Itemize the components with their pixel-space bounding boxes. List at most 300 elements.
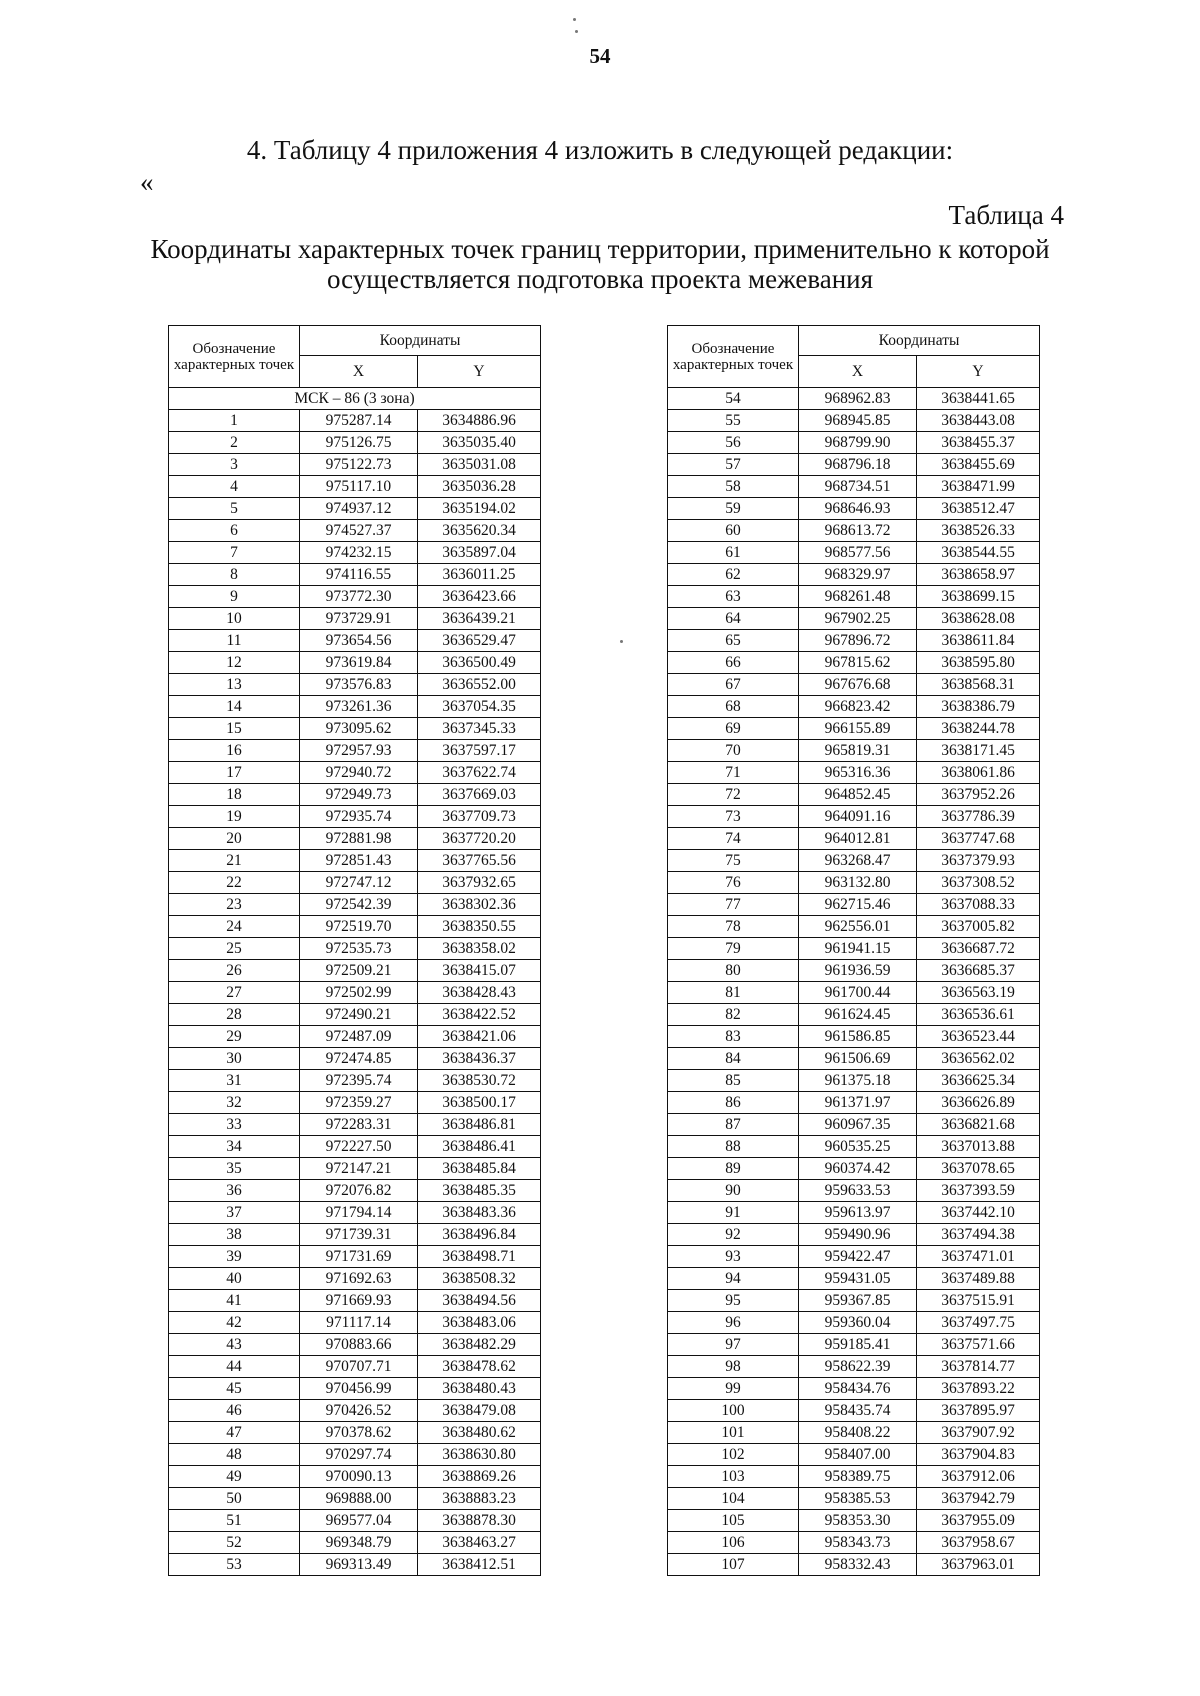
point-number-cell: 61 bbox=[668, 542, 799, 564]
table-row bbox=[668, 806, 1040, 828]
table-row bbox=[668, 740, 1040, 762]
y-coordinate-cell: 3638878.30 bbox=[418, 1510, 541, 1532]
y-coordinate-cell: 3638494.56 bbox=[418, 1290, 541, 1312]
y-coordinate-cell: 3638486.81 bbox=[418, 1114, 541, 1136]
point-number-cell: 44 bbox=[169, 1356, 300, 1378]
y-coordinate-cell: 3638482.29 bbox=[418, 1334, 541, 1356]
x-coordinate-cell: 972535.73 bbox=[300, 938, 418, 960]
table-row bbox=[169, 784, 541, 806]
x-coordinate-cell: 970090.13 bbox=[300, 1466, 418, 1488]
x-coordinate-cell: 960967.35 bbox=[799, 1114, 917, 1136]
x-coordinate-cell: 958385.53 bbox=[799, 1488, 917, 1510]
point-number-cell: 32 bbox=[169, 1092, 300, 1114]
point-number-cell: 15 bbox=[169, 718, 300, 740]
table-row bbox=[169, 806, 541, 828]
x-coordinate-cell: 972519.70 bbox=[300, 916, 418, 938]
y-coordinate-cell: 3637379.93 bbox=[917, 850, 1040, 872]
table-row bbox=[668, 564, 1040, 586]
y-coordinate-cell: 3638483.36 bbox=[418, 1202, 541, 1224]
y-coordinate-cell: 3637497.75 bbox=[917, 1312, 1040, 1334]
point-number-cell: 88 bbox=[668, 1136, 799, 1158]
x-coordinate-cell: 962715.46 bbox=[799, 894, 917, 916]
point-number-cell: 69 bbox=[668, 718, 799, 740]
y-coordinate-cell: 3637442.10 bbox=[917, 1202, 1040, 1224]
point-number-cell: 104 bbox=[668, 1488, 799, 1510]
table-row bbox=[169, 476, 541, 498]
table-row bbox=[169, 1048, 541, 1070]
point-number-cell: 78 bbox=[668, 916, 799, 938]
x-coordinate-cell: 972881.98 bbox=[300, 828, 418, 850]
point-number-cell: 25 bbox=[169, 938, 300, 960]
point-number-cell: 87 bbox=[668, 1114, 799, 1136]
x-coordinate-cell: 961700.44 bbox=[799, 982, 917, 1004]
table-row bbox=[668, 520, 1040, 542]
point-number-cell: 16 bbox=[169, 740, 300, 762]
point-number-cell: 33 bbox=[169, 1114, 300, 1136]
y-coordinate-cell: 3637471.01 bbox=[917, 1246, 1040, 1268]
point-number-cell: 68 bbox=[668, 696, 799, 718]
y-coordinate-cell: 3638883.23 bbox=[418, 1488, 541, 1510]
point-number-cell: 23 bbox=[169, 894, 300, 916]
table-row bbox=[668, 1224, 1040, 1246]
table-row bbox=[169, 608, 541, 630]
table-row bbox=[668, 432, 1040, 454]
y-coordinate-cell: 3636552.00 bbox=[418, 674, 541, 696]
x-coordinate-cell: 961936.59 bbox=[799, 960, 917, 982]
point-number-cell: 42 bbox=[169, 1312, 300, 1334]
y-coordinate-cell: 3637904.83 bbox=[917, 1444, 1040, 1466]
y-coordinate-cell: 3638628.08 bbox=[917, 608, 1040, 630]
y-coordinate-cell: 3637907.92 bbox=[917, 1422, 1040, 1444]
table-row bbox=[169, 652, 541, 674]
y-coordinate-cell: 3637747.68 bbox=[917, 828, 1040, 850]
y-coordinate-cell: 3635035.40 bbox=[418, 432, 541, 454]
x-header: X bbox=[799, 356, 917, 388]
table-row bbox=[668, 542, 1040, 564]
table-row bbox=[169, 1070, 541, 1092]
table-row bbox=[668, 652, 1040, 674]
point-number-cell: 20 bbox=[169, 828, 300, 850]
x-coordinate-cell: 972359.27 bbox=[300, 1092, 418, 1114]
point-number-cell: 67 bbox=[668, 674, 799, 696]
point-number-cell: 82 bbox=[668, 1004, 799, 1026]
x-coordinate-cell: 972935.74 bbox=[300, 806, 418, 828]
table-row bbox=[169, 850, 541, 872]
y-coordinate-cell: 3638479.08 bbox=[418, 1400, 541, 1422]
table-row bbox=[668, 1312, 1040, 1334]
x-coordinate-cell: 958435.74 bbox=[799, 1400, 917, 1422]
x-coordinate-cell: 968577.56 bbox=[799, 542, 917, 564]
y-coordinate-cell: 3634886.96 bbox=[418, 410, 541, 432]
x-coordinate-cell: 965316.36 bbox=[799, 762, 917, 784]
table-row bbox=[668, 388, 1040, 410]
table-row bbox=[169, 410, 541, 432]
y-coordinate-cell: 3636423.66 bbox=[418, 586, 541, 608]
table-row bbox=[169, 740, 541, 762]
x-coordinate-cell: 970297.74 bbox=[300, 1444, 418, 1466]
point-number-cell: 106 bbox=[668, 1532, 799, 1554]
point-number-cell: 29 bbox=[169, 1026, 300, 1048]
point-number-cell: 79 bbox=[668, 938, 799, 960]
x-header: X bbox=[300, 356, 418, 388]
x-coordinate-cell: 969348.79 bbox=[300, 1532, 418, 1554]
y-coordinate-cell: 3638436.37 bbox=[418, 1048, 541, 1070]
x-coordinate-cell: 967896.72 bbox=[799, 630, 917, 652]
x-coordinate-cell: 971794.14 bbox=[300, 1202, 418, 1224]
y-coordinate-cell: 3637078.65 bbox=[917, 1158, 1040, 1180]
point-number-cell: 81 bbox=[668, 982, 799, 1004]
y-coordinate-cell: 3637955.09 bbox=[917, 1510, 1040, 1532]
point-number-cell: 92 bbox=[668, 1224, 799, 1246]
table-row bbox=[169, 1158, 541, 1180]
x-coordinate-cell: 959185.41 bbox=[799, 1334, 917, 1356]
x-coordinate-cell: 974527.37 bbox=[300, 520, 418, 542]
point-number-cell: 36 bbox=[169, 1180, 300, 1202]
y-coordinate-cell: 3638496.84 bbox=[418, 1224, 541, 1246]
point-number-cell: 8 bbox=[169, 564, 300, 586]
x-coordinate-cell: 967676.68 bbox=[799, 674, 917, 696]
point-number-cell: 63 bbox=[668, 586, 799, 608]
table-row bbox=[169, 1510, 541, 1532]
y-coordinate-cell: 3637597.17 bbox=[418, 740, 541, 762]
point-number-cell: 83 bbox=[668, 1026, 799, 1048]
point-number-cell: 50 bbox=[169, 1488, 300, 1510]
point-number-cell: 35 bbox=[169, 1158, 300, 1180]
y-coordinate-cell: 3637932.65 bbox=[418, 872, 541, 894]
x-coordinate-cell: 959490.96 bbox=[799, 1224, 917, 1246]
y-coordinate-cell: 3638658.97 bbox=[917, 564, 1040, 586]
coordinates-header: Координаты bbox=[300, 326, 541, 356]
coordinates-header: Координаты bbox=[799, 326, 1040, 356]
x-coordinate-cell: 961941.15 bbox=[799, 938, 917, 960]
x-coordinate-cell: 968962.83 bbox=[799, 388, 917, 410]
x-coordinate-cell: 975126.75 bbox=[300, 432, 418, 454]
y-coordinate-cell: 3638358.02 bbox=[418, 938, 541, 960]
table-row bbox=[668, 1202, 1040, 1224]
table-row bbox=[668, 454, 1040, 476]
point-number-cell: 70 bbox=[668, 740, 799, 762]
table-row bbox=[169, 1202, 541, 1224]
table-row bbox=[668, 850, 1040, 872]
x-coordinate-cell: 960535.25 bbox=[799, 1136, 917, 1158]
designation-header: Обозначение характерных точек bbox=[169, 326, 300, 388]
x-coordinate-cell: 958353.30 bbox=[799, 1510, 917, 1532]
y-coordinate-cell: 3637720.20 bbox=[418, 828, 541, 850]
y-coordinate-cell: 3635194.02 bbox=[418, 498, 541, 520]
y-coordinate-cell: 3638455.37 bbox=[917, 432, 1040, 454]
point-number-cell: 38 bbox=[169, 1224, 300, 1246]
table-row bbox=[668, 1378, 1040, 1400]
x-coordinate-cell: 971692.63 bbox=[300, 1268, 418, 1290]
y-coordinate-cell: 3637054.35 bbox=[418, 696, 541, 718]
y-coordinate-cell: 3638480.62 bbox=[418, 1422, 541, 1444]
table-row bbox=[169, 1532, 541, 1554]
point-number-cell: 37 bbox=[169, 1202, 300, 1224]
table-row bbox=[169, 1180, 541, 1202]
table-row bbox=[169, 1004, 541, 1026]
table-row bbox=[169, 1092, 541, 1114]
table-row bbox=[169, 1378, 541, 1400]
right-table-body bbox=[668, 388, 1040, 1576]
y-coordinate-cell: 3638244.78 bbox=[917, 718, 1040, 740]
y-coordinate-cell: 3636685.37 bbox=[917, 960, 1040, 982]
table-row bbox=[169, 1466, 541, 1488]
table-row bbox=[668, 674, 1040, 696]
x-coordinate-cell: 958407.00 bbox=[799, 1444, 917, 1466]
point-number-cell: 12 bbox=[169, 652, 300, 674]
table-row bbox=[668, 1048, 1040, 1070]
point-number-cell: 103 bbox=[668, 1466, 799, 1488]
point-number-cell: 90 bbox=[668, 1180, 799, 1202]
table-row bbox=[169, 498, 541, 520]
table-row bbox=[169, 454, 541, 476]
y-coordinate-cell: 3638428.43 bbox=[418, 982, 541, 1004]
y-coordinate-cell: 3638302.36 bbox=[418, 894, 541, 916]
y-coordinate-cell: 3638480.43 bbox=[418, 1378, 541, 1400]
table-row bbox=[668, 872, 1040, 894]
x-coordinate-cell: 972851.43 bbox=[300, 850, 418, 872]
x-coordinate-cell: 967902.25 bbox=[799, 608, 917, 630]
point-number-cell: 64 bbox=[668, 608, 799, 630]
point-number-cell: 7 bbox=[169, 542, 300, 564]
table-row bbox=[169, 1444, 541, 1466]
x-coordinate-cell: 970707.71 bbox=[300, 1356, 418, 1378]
table-row bbox=[668, 1488, 1040, 1510]
x-coordinate-cell: 959367.85 bbox=[799, 1290, 917, 1312]
table-row bbox=[169, 674, 541, 696]
table-row bbox=[668, 1114, 1040, 1136]
y-coordinate-cell: 3638483.06 bbox=[418, 1312, 541, 1334]
y-coordinate-cell: 3637489.88 bbox=[917, 1268, 1040, 1290]
table-row bbox=[169, 1334, 541, 1356]
table-row bbox=[668, 916, 1040, 938]
point-number-cell: 59 bbox=[668, 498, 799, 520]
table-row bbox=[169, 1246, 541, 1268]
point-number-cell: 5 bbox=[169, 498, 300, 520]
x-coordinate-cell: 972474.85 bbox=[300, 1048, 418, 1070]
point-number-cell: 28 bbox=[169, 1004, 300, 1026]
y-coordinate-cell: 3638463.27 bbox=[418, 1532, 541, 1554]
point-number-cell: 65 bbox=[668, 630, 799, 652]
table-row bbox=[668, 784, 1040, 806]
point-number-cell: 58 bbox=[668, 476, 799, 498]
y-coordinate-cell: 3638455.69 bbox=[917, 454, 1040, 476]
x-coordinate-cell: 968734.51 bbox=[799, 476, 917, 498]
table-row bbox=[668, 982, 1040, 1004]
point-number-cell: 53 bbox=[169, 1554, 300, 1576]
point-number-cell: 66 bbox=[668, 652, 799, 674]
point-number-cell: 89 bbox=[668, 1158, 799, 1180]
point-number-cell: 47 bbox=[169, 1422, 300, 1444]
x-coordinate-cell: 975122.73 bbox=[300, 454, 418, 476]
table-row bbox=[169, 1136, 541, 1158]
x-coordinate-cell: 963132.80 bbox=[799, 872, 917, 894]
y-coordinate-cell: 3637963.01 bbox=[917, 1554, 1040, 1576]
y-coordinate-cell: 3638061.86 bbox=[917, 762, 1040, 784]
table-row bbox=[668, 1092, 1040, 1114]
point-number-cell: 51 bbox=[169, 1510, 300, 1532]
y-coordinate-cell: 3636562.02 bbox=[917, 1048, 1040, 1070]
point-number-cell: 73 bbox=[668, 806, 799, 828]
point-number-cell: 4 bbox=[169, 476, 300, 498]
point-number-cell: 45 bbox=[169, 1378, 300, 1400]
point-number-cell: 97 bbox=[668, 1334, 799, 1356]
point-number-cell: 3 bbox=[169, 454, 300, 476]
table-row bbox=[169, 828, 541, 850]
table-row bbox=[668, 1466, 1040, 1488]
table-row bbox=[169, 938, 541, 960]
point-number-cell: 91 bbox=[668, 1202, 799, 1224]
point-number-cell: 1 bbox=[169, 410, 300, 432]
x-coordinate-cell: 975117.10 bbox=[300, 476, 418, 498]
table-row bbox=[668, 762, 1040, 784]
x-coordinate-cell: 961375.18 bbox=[799, 1070, 917, 1092]
point-number-cell: 100 bbox=[668, 1400, 799, 1422]
table-row bbox=[668, 1004, 1040, 1026]
x-coordinate-cell: 972949.73 bbox=[300, 784, 418, 806]
table-row bbox=[169, 542, 541, 564]
x-coordinate-cell: 972227.50 bbox=[300, 1136, 418, 1158]
x-coordinate-cell: 971739.31 bbox=[300, 1224, 418, 1246]
point-number-cell: 54 bbox=[668, 388, 799, 410]
x-coordinate-cell: 972509.21 bbox=[300, 960, 418, 982]
x-coordinate-cell: 973729.91 bbox=[300, 608, 418, 630]
x-coordinate-cell: 961586.85 bbox=[799, 1026, 917, 1048]
x-coordinate-cell: 972490.21 bbox=[300, 1004, 418, 1026]
y-coordinate-cell: 3637013.88 bbox=[917, 1136, 1040, 1158]
x-coordinate-cell: 970426.52 bbox=[300, 1400, 418, 1422]
table-row bbox=[668, 1180, 1040, 1202]
point-number-cell: 22 bbox=[169, 872, 300, 894]
point-number-cell: 75 bbox=[668, 850, 799, 872]
y-coordinate-cell: 3638421.06 bbox=[418, 1026, 541, 1048]
point-number-cell: 76 bbox=[668, 872, 799, 894]
point-number-cell: 6 bbox=[169, 520, 300, 542]
table-row bbox=[668, 498, 1040, 520]
x-coordinate-cell: 973654.56 bbox=[300, 630, 418, 652]
y-coordinate-cell: 3638486.41 bbox=[418, 1136, 541, 1158]
y-coordinate-cell: 3638443.08 bbox=[917, 410, 1040, 432]
x-coordinate-cell: 959431.05 bbox=[799, 1268, 917, 1290]
left-table-body bbox=[169, 388, 541, 1576]
point-number-cell: 34 bbox=[169, 1136, 300, 1158]
x-coordinate-cell: 971117.14 bbox=[300, 1312, 418, 1334]
point-number-cell: 41 bbox=[169, 1290, 300, 1312]
table-row bbox=[668, 1532, 1040, 1554]
y-coordinate-cell: 3638485.35 bbox=[418, 1180, 541, 1202]
table-row bbox=[668, 1554, 1040, 1576]
x-coordinate-cell: 973619.84 bbox=[300, 652, 418, 674]
point-number-cell: 72 bbox=[668, 784, 799, 806]
x-coordinate-cell: 973095.62 bbox=[300, 718, 418, 740]
x-coordinate-cell: 974116.55 bbox=[300, 564, 418, 586]
table-row bbox=[668, 718, 1040, 740]
x-coordinate-cell: 972147.21 bbox=[300, 1158, 418, 1180]
opening-quote-mark: « bbox=[140, 167, 154, 197]
x-coordinate-cell: 959633.53 bbox=[799, 1180, 917, 1202]
x-coordinate-cell: 972283.31 bbox=[300, 1114, 418, 1136]
y-coordinate-cell: 3635620.34 bbox=[418, 520, 541, 542]
y-coordinate-cell: 3638630.80 bbox=[418, 1444, 541, 1466]
y-coordinate-cell: 3638595.80 bbox=[917, 652, 1040, 674]
y-header: Y bbox=[917, 356, 1040, 388]
y-coordinate-cell: 3638386.79 bbox=[917, 696, 1040, 718]
y-coordinate-cell: 3636821.68 bbox=[917, 1114, 1040, 1136]
point-number-cell: 48 bbox=[169, 1444, 300, 1466]
table-row bbox=[169, 1400, 541, 1422]
table-row bbox=[668, 894, 1040, 916]
x-coordinate-cell: 961371.97 bbox=[799, 1092, 917, 1114]
y-coordinate-cell: 3637622.74 bbox=[418, 762, 541, 784]
point-number-cell: 107 bbox=[668, 1554, 799, 1576]
table-row bbox=[668, 1290, 1040, 1312]
x-coordinate-cell: 959422.47 bbox=[799, 1246, 917, 1268]
x-coordinate-cell: 962556.01 bbox=[799, 916, 917, 938]
x-coordinate-cell: 969577.04 bbox=[300, 1510, 418, 1532]
table-row bbox=[668, 608, 1040, 630]
y-coordinate-cell: 3637393.59 bbox=[917, 1180, 1040, 1202]
point-number-cell: 49 bbox=[169, 1466, 300, 1488]
table-row bbox=[169, 1356, 541, 1378]
y-coordinate-cell: 3636625.34 bbox=[917, 1070, 1040, 1092]
x-coordinate-cell: 972502.99 bbox=[300, 982, 418, 1004]
x-coordinate-cell: 972487.09 bbox=[300, 1026, 418, 1048]
y-coordinate-cell: 3637345.33 bbox=[418, 718, 541, 740]
point-number-cell: 43 bbox=[169, 1334, 300, 1356]
point-number-cell: 31 bbox=[169, 1070, 300, 1092]
x-coordinate-cell: 965819.31 bbox=[799, 740, 917, 762]
scan-speck bbox=[573, 18, 576, 21]
x-coordinate-cell: 973576.83 bbox=[300, 674, 418, 696]
x-coordinate-cell: 968646.93 bbox=[799, 498, 917, 520]
y-coordinate-cell: 3638699.15 bbox=[917, 586, 1040, 608]
table-row bbox=[668, 1246, 1040, 1268]
point-number-cell: 57 bbox=[668, 454, 799, 476]
y-coordinate-cell: 3636523.44 bbox=[917, 1026, 1040, 1048]
table-row bbox=[169, 1268, 541, 1290]
table-row bbox=[169, 696, 541, 718]
x-coordinate-cell: 969313.49 bbox=[300, 1554, 418, 1576]
y-coordinate-cell: 3638471.99 bbox=[917, 476, 1040, 498]
x-coordinate-cell: 958434.76 bbox=[799, 1378, 917, 1400]
y-coordinate-cell: 3638350.55 bbox=[418, 916, 541, 938]
point-number-cell: 19 bbox=[169, 806, 300, 828]
y-coordinate-cell: 3638498.71 bbox=[418, 1246, 541, 1268]
y-coordinate-cell: 3638869.26 bbox=[418, 1466, 541, 1488]
table-row bbox=[668, 410, 1040, 432]
table-row bbox=[169, 960, 541, 982]
y-coordinate-cell: 3635036.28 bbox=[418, 476, 541, 498]
point-number-cell: 62 bbox=[668, 564, 799, 586]
table-row bbox=[668, 1158, 1040, 1180]
table-row bbox=[169, 1488, 541, 1510]
y-coordinate-cell: 3637814.77 bbox=[917, 1356, 1040, 1378]
x-coordinate-cell: 972940.72 bbox=[300, 762, 418, 784]
x-coordinate-cell: 972076.82 bbox=[300, 1180, 418, 1202]
y-coordinate-cell: 3638508.32 bbox=[418, 1268, 541, 1290]
point-number-cell: 2 bbox=[169, 432, 300, 454]
point-number-cell: 105 bbox=[668, 1510, 799, 1532]
y-coordinate-cell: 3638171.45 bbox=[917, 740, 1040, 762]
y-coordinate-cell: 3635031.08 bbox=[418, 454, 541, 476]
y-coordinate-cell: 3638512.47 bbox=[917, 498, 1040, 520]
y-coordinate-cell: 3638526.33 bbox=[917, 520, 1040, 542]
scan-speck bbox=[620, 640, 623, 643]
x-coordinate-cell: 958622.39 bbox=[799, 1356, 917, 1378]
amendment-instruction: 4. Таблицу 4 приложения 4 изложить в следующей редакции: bbox=[246, 135, 954, 165]
table-row bbox=[169, 872, 541, 894]
x-coordinate-cell: 968799.90 bbox=[799, 432, 917, 454]
